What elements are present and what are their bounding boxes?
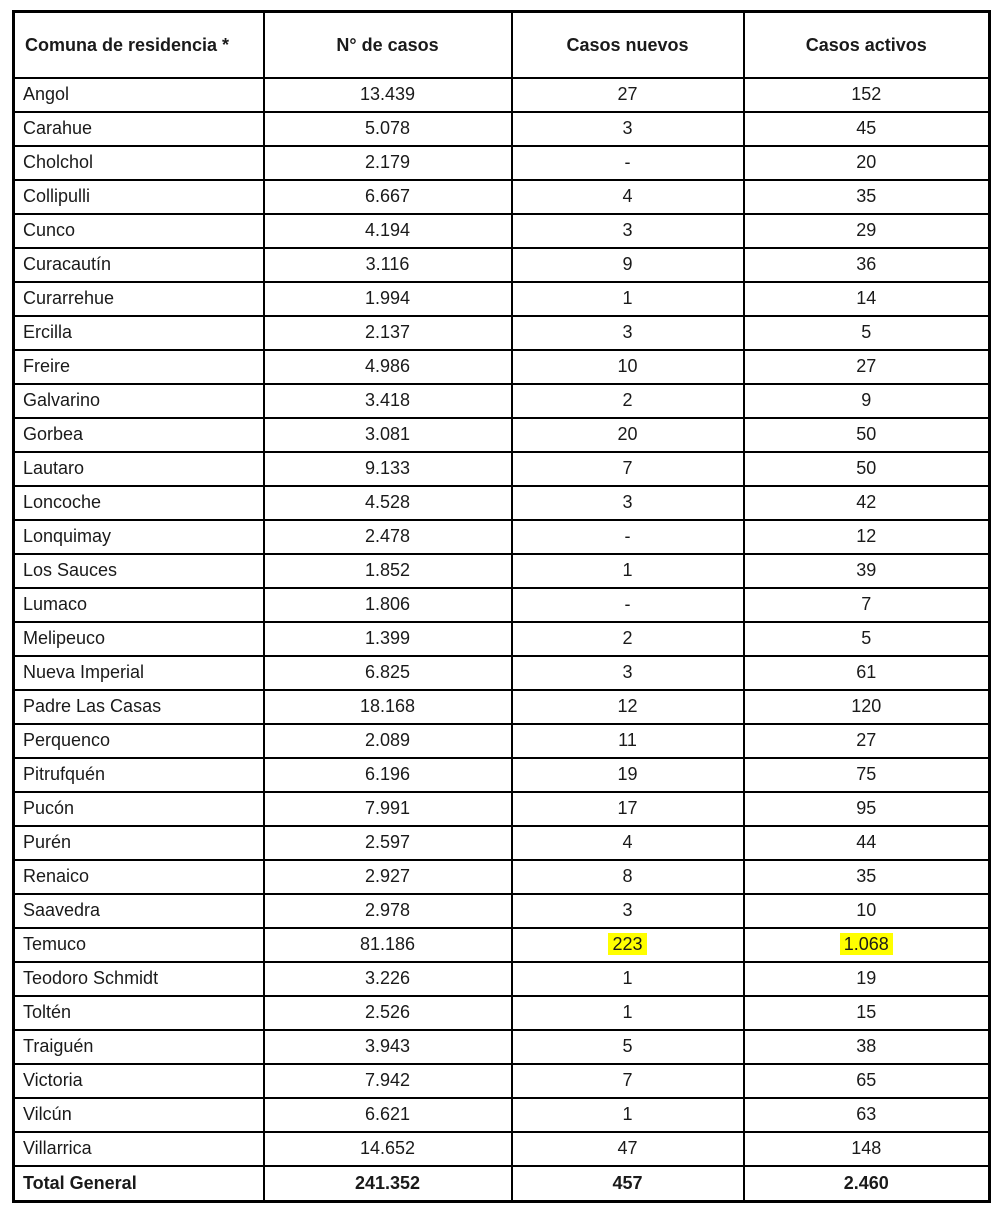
cell-casos-activos: 61 <box>744 656 990 690</box>
cell-casos-nuevos: 47 <box>512 1132 744 1166</box>
table-row <box>14 758 990 792</box>
cell-comuna: Melipeuco <box>14 622 264 656</box>
cell-casos-nuevos: 8 <box>512 860 744 894</box>
table-row <box>14 486 990 520</box>
cell-casos-activos: 152 <box>744 78 990 112</box>
cell-casos-activos: 20 <box>744 146 990 180</box>
cell-casos-nuevos: 2 <box>512 384 744 418</box>
cell-casos-nuevos: - <box>512 146 744 180</box>
cell-casos-nuevos: 3 <box>512 656 744 690</box>
cell-n-de-casos: 4.194 <box>264 214 512 248</box>
cell-casos-activos: 38 <box>744 1030 990 1064</box>
cell-n-de-casos: 5.078 <box>264 112 512 146</box>
cell-n-de-casos: 2.137 <box>264 316 512 350</box>
table-row <box>14 1030 990 1064</box>
cell-n-de-casos: 3.116 <box>264 248 512 282</box>
cell-casos-activos: 75 <box>744 758 990 792</box>
cell-casos-nuevos: 3 <box>512 894 744 928</box>
table-row <box>14 520 990 554</box>
cell-n-de-casos: 18.168 <box>264 690 512 724</box>
cell-casos-nuevos: 5 <box>512 1030 744 1064</box>
cell-casos-activos: 39 <box>744 554 990 588</box>
cell-comuna: Vilcún <box>14 1098 264 1132</box>
cell-casos-activos <box>744 928 990 962</box>
column-header-casos-nuevos: Casos nuevos <box>512 12 744 78</box>
column-header-comuna: Comuna de residencia * <box>14 12 264 78</box>
cell-casos-nuevos: 3 <box>512 486 744 520</box>
cell-casos-activos: 15 <box>744 996 990 1030</box>
cell-comuna: Padre Las Casas <box>14 690 264 724</box>
table-row <box>14 350 990 384</box>
cell-casos-activos: 5 <box>744 316 990 350</box>
cell-total-activos: 2.460 <box>744 1166 990 1202</box>
table-row <box>14 180 990 214</box>
cell-casos-activos: 10 <box>744 894 990 928</box>
cell-casos-activos: 35 <box>744 180 990 214</box>
cell-casos-activos: 42 <box>744 486 990 520</box>
cell-comuna: Purén <box>14 826 264 860</box>
table-row <box>14 452 990 486</box>
cell-casos-activos: 65 <box>744 1064 990 1098</box>
table-row <box>14 248 990 282</box>
cell-casos-activos: 9 <box>744 384 990 418</box>
table-row <box>14 146 990 180</box>
cell-comuna: Cunco <box>14 214 264 248</box>
highlighted-value: 1.068 <box>840 933 893 955</box>
table-row <box>14 724 990 758</box>
cell-n-de-casos: 3.943 <box>264 1030 512 1064</box>
table-row <box>14 792 990 826</box>
cell-n-de-casos: 6.621 <box>264 1098 512 1132</box>
cell-comuna: Freire <box>14 350 264 384</box>
table-row <box>14 316 990 350</box>
column-header-casos-activos: Casos activos <box>744 12 990 78</box>
cell-n-de-casos: 2.927 <box>264 860 512 894</box>
cell-casos-activos: 29 <box>744 214 990 248</box>
cell-n-de-casos: 4.986 <box>264 350 512 384</box>
cell-n-de-casos: 9.133 <box>264 452 512 486</box>
table-row <box>14 1098 990 1132</box>
cell-total-label: Total General <box>14 1166 264 1202</box>
cell-n-de-casos: 6.825 <box>264 656 512 690</box>
cell-casos-activos: 50 <box>744 452 990 486</box>
cell-comuna: Victoria <box>14 1064 264 1098</box>
cell-casos-activos: 148 <box>744 1132 990 1166</box>
cell-casos-nuevos: 1 <box>512 996 744 1030</box>
cell-n-de-casos: 3.226 <box>264 962 512 996</box>
table-footer <box>14 1166 990 1202</box>
cell-casos-activos: 35 <box>744 860 990 894</box>
cell-comuna: Nueva Imperial <box>14 656 264 690</box>
cell-comuna: Temuco <box>14 928 264 962</box>
cell-casos-nuevos: 7 <box>512 452 744 486</box>
cell-n-de-casos: 14.652 <box>264 1132 512 1166</box>
cell-casos-nuevos: 20 <box>512 418 744 452</box>
cell-comuna: Pucón <box>14 792 264 826</box>
cell-casos-nuevos: - <box>512 588 744 622</box>
table-row <box>14 656 990 690</box>
table-row <box>14 1132 990 1166</box>
cell-comuna: Pitrufquén <box>14 758 264 792</box>
cell-n-de-casos: 1.399 <box>264 622 512 656</box>
cell-casos-activos: 14 <box>744 282 990 316</box>
table-row <box>14 826 990 860</box>
cell-n-de-casos: 2.179 <box>264 146 512 180</box>
cell-comuna: Perquenco <box>14 724 264 758</box>
cell-n-de-casos: 3.418 <box>264 384 512 418</box>
highlighted-value: 223 <box>608 933 646 955</box>
cell-casos-nuevos: 12 <box>512 690 744 724</box>
cell-comuna: Lumaco <box>14 588 264 622</box>
cell-casos-nuevos: - <box>512 520 744 554</box>
column-header-n-de-casos: N° de casos <box>264 12 512 78</box>
cell-n-de-casos: 13.439 <box>264 78 512 112</box>
table-row <box>14 894 990 928</box>
cell-comuna: Ercilla <box>14 316 264 350</box>
cell-n-de-casos: 1.994 <box>264 282 512 316</box>
table-row <box>14 78 990 112</box>
table-row <box>14 282 990 316</box>
cell-casos-nuevos: 11 <box>512 724 744 758</box>
cell-comuna: Los Sauces <box>14 554 264 588</box>
table-row <box>14 112 990 146</box>
cell-n-de-casos: 1.852 <box>264 554 512 588</box>
cell-casos-nuevos: 3 <box>512 316 744 350</box>
cell-casos-nuevos: 2 <box>512 622 744 656</box>
cell-comuna: Loncoche <box>14 486 264 520</box>
header-row <box>14 12 990 78</box>
table-row <box>14 588 990 622</box>
cell-comuna: Angol <box>14 78 264 112</box>
cell-total-casos: 241.352 <box>264 1166 512 1202</box>
total-row <box>14 1166 990 1202</box>
cell-total-nuevos: 457 <box>512 1166 744 1202</box>
cell-casos-nuevos: 9 <box>512 248 744 282</box>
cell-n-de-casos: 4.528 <box>264 486 512 520</box>
cell-n-de-casos: 2.089 <box>264 724 512 758</box>
cell-casos-activos: 36 <box>744 248 990 282</box>
cell-casos-nuevos: 3 <box>512 112 744 146</box>
cell-n-de-casos: 6.667 <box>264 180 512 214</box>
cell-casos-nuevos: 10 <box>512 350 744 384</box>
cell-casos-activos: 95 <box>744 792 990 826</box>
cell-n-de-casos: 1.806 <box>264 588 512 622</box>
table-header <box>14 12 990 78</box>
cell-casos-activos: 45 <box>744 112 990 146</box>
cell-comuna: Carahue <box>14 112 264 146</box>
table-row <box>14 622 990 656</box>
cell-n-de-casos: 7.942 <box>264 1064 512 1098</box>
cell-comuna: Traiguén <box>14 1030 264 1064</box>
cell-comuna: Teodoro Schmidt <box>14 962 264 996</box>
cell-casos-nuevos: 7 <box>512 1064 744 1098</box>
cell-n-de-casos: 7.991 <box>264 792 512 826</box>
cell-comuna: Curacautín <box>14 248 264 282</box>
table-row <box>14 928 990 962</box>
cell-casos-nuevos: 3 <box>512 214 744 248</box>
cell-casos-nuevos: 4 <box>512 180 744 214</box>
cell-comuna: Lautaro <box>14 452 264 486</box>
cell-casos-activos: 27 <box>744 724 990 758</box>
covid-cases-table <box>12 10 991 1203</box>
cell-n-de-casos: 2.478 <box>264 520 512 554</box>
cell-casos-nuevos: 19 <box>512 758 744 792</box>
cell-casos-activos: 27 <box>744 350 990 384</box>
table-row <box>14 690 990 724</box>
table-row <box>14 962 990 996</box>
cell-comuna: Gorbea <box>14 418 264 452</box>
cell-comuna: Lonquimay <box>14 520 264 554</box>
cell-casos-activos: 120 <box>744 690 990 724</box>
table-row <box>14 1064 990 1098</box>
cell-n-de-casos: 6.196 <box>264 758 512 792</box>
cell-casos-nuevos: 1 <box>512 282 744 316</box>
cell-casos-nuevos: 1 <box>512 1098 744 1132</box>
table-row <box>14 418 990 452</box>
cell-n-de-casos: 2.597 <box>264 826 512 860</box>
cell-comuna: Villarrica <box>14 1132 264 1166</box>
cell-comuna: Galvarino <box>14 384 264 418</box>
cell-comuna: Cholchol <box>14 146 264 180</box>
cell-casos-nuevos: 1 <box>512 554 744 588</box>
cell-n-de-casos: 3.081 <box>264 418 512 452</box>
table-row <box>14 996 990 1030</box>
cell-casos-activos: 19 <box>744 962 990 996</box>
table-body <box>14 78 990 1166</box>
cell-comuna: Curarrehue <box>14 282 264 316</box>
table-row <box>14 384 990 418</box>
cell-comuna: Saavedra <box>14 894 264 928</box>
cell-casos-nuevos: 4 <box>512 826 744 860</box>
cell-casos-nuevos <box>512 928 744 962</box>
cell-comuna: Toltén <box>14 996 264 1030</box>
cell-casos-activos: 12 <box>744 520 990 554</box>
cell-casos-nuevos: 17 <box>512 792 744 826</box>
table-row <box>14 554 990 588</box>
cell-casos-activos: 63 <box>744 1098 990 1132</box>
table-row <box>14 214 990 248</box>
cell-casos-activos: 50 <box>744 418 990 452</box>
cell-n-de-casos: 2.526 <box>264 996 512 1030</box>
cell-n-de-casos: 2.978 <box>264 894 512 928</box>
cell-comuna: Renaico <box>14 860 264 894</box>
cell-casos-activos: 5 <box>744 622 990 656</box>
cell-casos-nuevos: 1 <box>512 962 744 996</box>
cell-casos-activos: 7 <box>744 588 990 622</box>
cell-n-de-casos: 81.186 <box>264 928 512 962</box>
cell-comuna: Collipulli <box>14 180 264 214</box>
table-row <box>14 860 990 894</box>
cell-casos-activos: 44 <box>744 826 990 860</box>
cell-casos-nuevos: 27 <box>512 78 744 112</box>
